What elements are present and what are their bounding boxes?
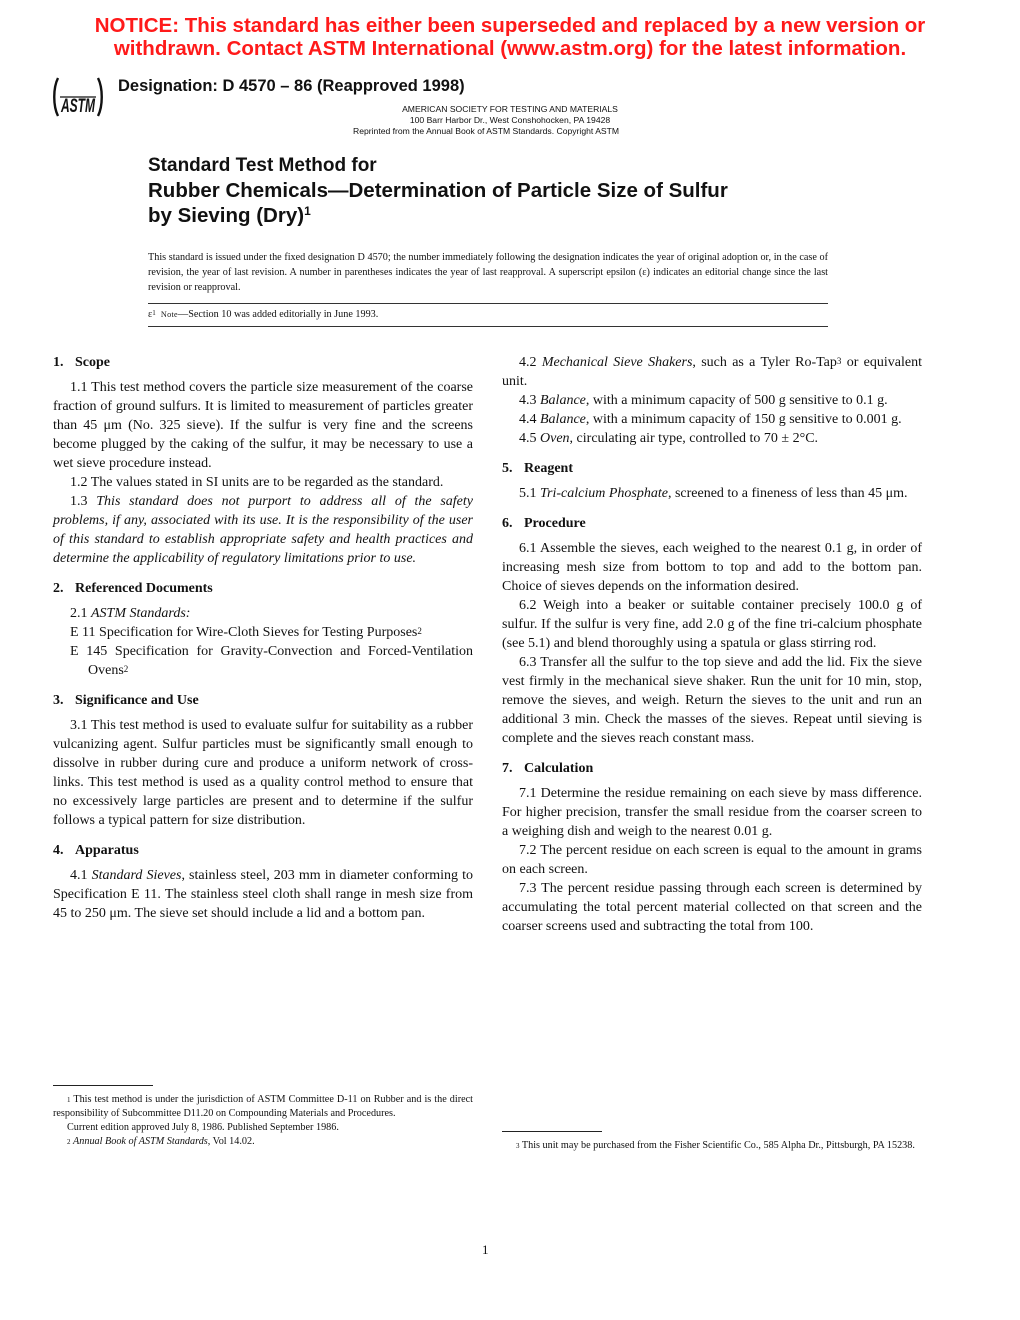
right-column (502, 353, 922, 936)
para-5-1: 5.1 Tri-calcium Phosphate, screened to a fineness of less than 45 μm. (519, 486, 908, 501)
logo-text: ASTM (60, 96, 96, 117)
note-sup: 1 (152, 309, 156, 317)
note-text: —Section 10 was added editorially in June 1993. (178, 309, 379, 320)
section-heading-procedure: 6. Procedure (502, 516, 586, 531)
editorial-note (148, 309, 378, 320)
publisher-block (300, 104, 720, 137)
para-7-2: 7.2 The percent residue on each screen is equal to the amount in grams on each screen. (502, 843, 922, 877)
para-6-1: 6.1 Assemble the sieves, each weighed to the nearest 0.1 g, in order of increasing mesh size from bottom to top and add to the bottom pan. Choice of sieves depends on the information desired. (502, 541, 922, 594)
title-line-1: Standard Test Method for (148, 155, 377, 176)
para-1-3: 1.3 This standard does not purport to address all of the safety problems, if any, associated with its use. It is the responsibility of the user of this standard to establish appropriate safety and health practices and determine the applicability of regulatory limitations prior to use. (53, 494, 473, 566)
title-footnote-ref: 1 (304, 204, 311, 218)
footnotes-right (502, 1139, 922, 1153)
footnote-rule-right (502, 1131, 602, 1132)
para-7-3: 7.3 The percent residue passing through each screen is determined by accumulating the total percent material collected on that screen and the coarser screens used and subtracting the total from 100. (502, 881, 922, 934)
title-line-2: Rubber Chemicals—Determination of Particle Size of Sulfur (148, 179, 728, 202)
divider-top (148, 303, 828, 304)
page-number: 1 (482, 1242, 489, 1257)
reprint-line: Reprinted from the Annual Book of ASTM Standards. Copyright ASTM (353, 126, 620, 136)
footnotes-left (53, 1093, 473, 1149)
society-name: AMERICAN SOCIETY FOR TESTING AND MATERIALS (402, 104, 618, 114)
para-4-4: 4.4 Balance, with a minimum capacity of 150 g sensitive to 0.001 g. (519, 412, 902, 427)
designation: Designation: D 4570 – 86 (Reapproved 1998) (118, 77, 465, 95)
section-heading-scope: 1. Scope (53, 355, 110, 370)
note-epsilon: ε (148, 309, 153, 320)
astm-logo (52, 74, 104, 120)
footnote-1: $^1$ This test method is under the jurisdiction of ASTM Committee D-11 on Rubber and is the direct responsibility of Subcommittee D11.20 on Compounding Materials and Procedures. (53, 1094, 473, 1119)
society-address: 100 Barr Harbor Dr., West Conshohocken, PA 19428 (409, 115, 611, 125)
footnote-rule-left (53, 1085, 153, 1086)
para-3-1: 3.1 This test method is used to evaluate sulfur for suitability as a rubber vulcanizing agent. Sulfur particles must be significantly small enough to dissolve in rubber during cure and produce a uniform network of cross-links. This test method is used as a quality control method to ensure that no excessively large particles are present and to determine if the sulfur follows a typical pattern for size distribution. (53, 718, 473, 828)
para-7-1: 7.1 Determine the residue remaining on each sieve by mass difference. For higher precision, transfer the small residue from the coarser screen to a weighing dish and weigh to the nearest 0.01 g. (502, 786, 922, 839)
para-1-1: 1.1 This test method covers the particle size measurement of the coarse fraction of ground sulfurs. It is limited to measurement of particles greater than 45 μm (No. 325 sieve). If the sulfur is very fine and the screens become plugged by the caking of the sulfur, it may be necessary to use a wet sieve procedure instead. (53, 380, 473, 471)
title-line-3: by Sieving (Dry) (148, 204, 305, 227)
left-column (53, 353, 473, 923)
reference-e145: E 145 Specification for Gravity-Convection and Forced-Ventilation Ovens$^2$ (70, 644, 473, 678)
footnote-3: $^3$ This unit may be purchased from the Fisher Scientific Co., 585 Alpha Dr., Pittsburgh, PA 15238. (516, 1140, 915, 1151)
para-4-2: 4.2 Mechanical Sieve Shakers, such as a Tyler Ro-Tap$^3$ or equivalent unit. (502, 355, 922, 389)
section-heading-calculation: 7. Calculation (502, 761, 594, 776)
issuance-statement: This standard is issued under the fixed designation D 4570; the number immediately following the designation indicates the year of original adoption or, in the case of revision, the year of last revision. A number in parentheses indicates the year of last reapproval. A superscript epsilon (ε) indicates an editorial change since the last revision or reapproval. (148, 252, 828, 293)
para-4-3: 4.3 Balance, with a minimum capacity of 500 g sensitive to 0.1 g. (519, 393, 888, 408)
para-6-3: 6.3 Transfer all the sulfur to the top sieve and add the lid. Fix the sieve vest firmly in the mechanical sieve shaker. Run the unit for 10 min, stop, remove the sieves, and weigh. Return the sieves to the unit and run an additional 3 min. Check the masses of the sieves. Repeat until sieving is complete and the sieves reach constant mass. (502, 655, 922, 746)
para-2-1: 2.1 ASTM Standards: (70, 606, 191, 621)
section-heading-apparatus: 4. Apparatus (53, 843, 139, 858)
para-4-1: 4.1 Standard Sieves, stainless steel, 203 mm in diameter conforming to Specification E 11. The stainless steel cloth shall range in mesh size from 45 to 250 μm. The sieve set should include a lid and a bottom pan. (53, 868, 473, 921)
divider-bottom (148, 326, 828, 327)
supersession-notice (60, 14, 960, 60)
section-heading-significance: 3. Significance and Use (53, 693, 199, 708)
section-heading-referenced-documents: 2. Referenced Documents (53, 581, 213, 596)
section-heading-reagent: 5. Reagent (502, 461, 573, 476)
notice-line-2: withdrawn. Contact ASTM International (www.astm.org) for the latest information. (113, 37, 907, 60)
footnote-1-current-edition: Current edition approved July 8, 1986. Published September 1986. (67, 1122, 339, 1133)
para-6-2: 6.2 Weigh into a beaker or suitable container precisely 100.0 g of sulfur. If the sulfur is very fine, add 2.0 g of the fine tri-calcium phosphate (see 5.1) and blend thoroughly using a spatula or glass stirring rod. (502, 598, 922, 651)
document-title (148, 154, 888, 228)
notice-line-1: NOTICE: This standard has either been superseded and replaced by a new version or (94, 14, 926, 37)
reference-e11: E 11 Specification for Wire-Cloth Sieves for Testing Purposes$^2$ (70, 625, 422, 640)
footnote-2: $^2$ Annual Book of ASTM Standards, Vol 14.02. (67, 1136, 255, 1147)
para-4-5: 4.5 Oven, circulating air type, controlled to 70 ± 2°C. (519, 431, 819, 446)
note-label: Note (160, 310, 178, 319)
para-1-2: 1.2 The values stated in SI units are to be regarded as the standard. (70, 475, 444, 490)
